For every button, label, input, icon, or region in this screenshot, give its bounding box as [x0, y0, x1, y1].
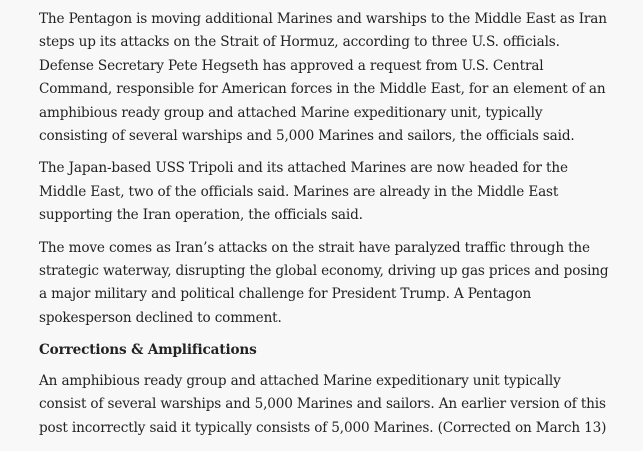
- article-body: [39, 8, 611, 449]
- article-paragraph: The Pentagon is moving additional Marines and warships to the Middle East as Iran steps up its attacks on the Strait of Hormuz, according to three U.S. officials. Defense Secretary Pete Hegseth has approved a request from U.S. Central Command, responsible for American forces in the Middle East, for an element of an amphibious ready group and attached Marine expeditionary unit, typically consisting of several warships and 5,000 Marines and sailors, the officials said.: [39, 11, 607, 145]
- correction-text: An amphibious ready group and attached Marine expeditionary unit typically consist of several warships and 5,000 Marines and sailors. An earlier version of this post incorrectly said it typically consists of 5,000 Marines. (Corrected on March 13): [39, 372, 607, 436]
- article-paragraph: The move comes as Iran’s attacks on the strait have paralyzed traffic through the strategic waterway, disrupting the global economy, driving up gas prices and posing a major military and political challenge for President Trump. A Pentagon spokesperson declined to comment.: [39, 239, 609, 326]
- corrections-heading: Corrections & Amplifications: [39, 342, 257, 359]
- article-paragraph: The Japan-based USS Tripoli and its attached Marines are now headed for the Middle East, two of the officials said. Marines are already in the Middle East supporting the Iran operation, the officials said.: [39, 160, 568, 224]
